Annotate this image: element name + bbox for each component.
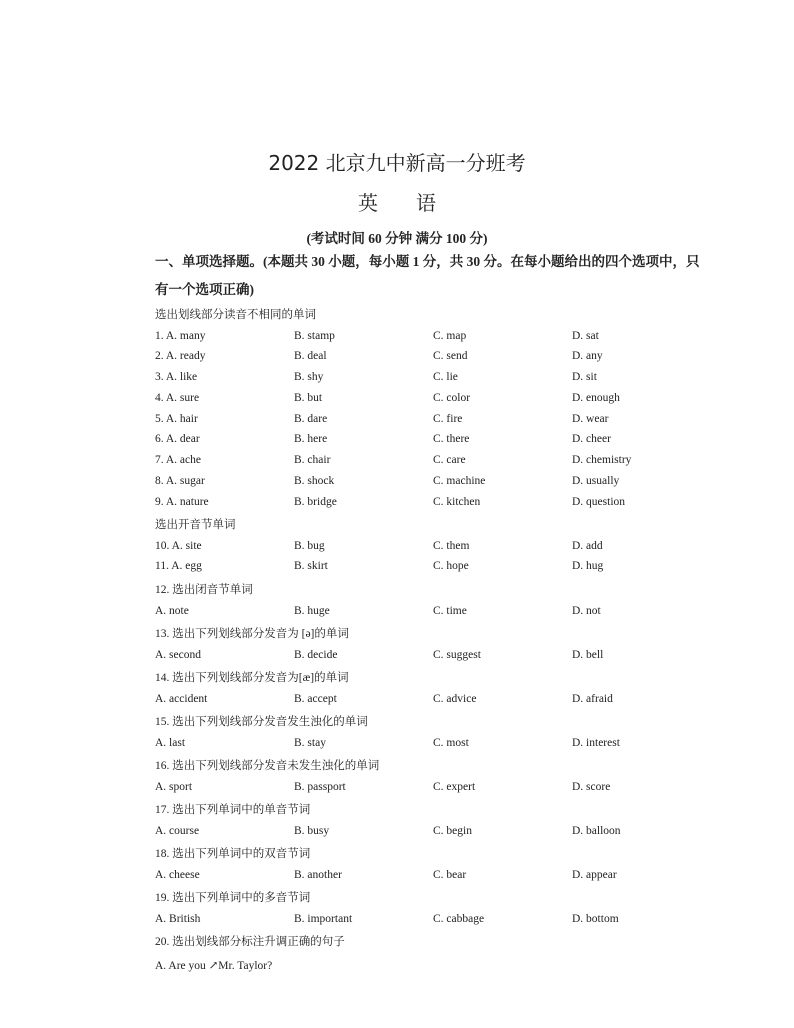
option-d: D. balloon xyxy=(572,825,621,837)
option-c: C. map xyxy=(433,330,467,342)
question-row xyxy=(155,371,715,391)
option-c: C. most xyxy=(433,737,469,749)
option-d: D. enough xyxy=(572,392,620,404)
option-a: 11. A. egg xyxy=(155,560,202,572)
option-c: C. send xyxy=(433,350,468,362)
question-20-option-a: A. Are you ↗Mr. Taylor? xyxy=(155,960,273,972)
question-row xyxy=(155,649,715,669)
exam-info: (考试时间 60 分钟 满分 100 分) xyxy=(306,231,488,246)
option-d: D. bell xyxy=(572,649,604,661)
question-12-stem: 12. 选出闭音节单词 xyxy=(155,584,253,596)
question-13-stem: 13. 选出下列划线部分发音为 [ə]的单词 xyxy=(155,628,349,640)
option-a: 2. A. ready xyxy=(155,350,206,362)
option-a: A. British xyxy=(155,913,201,925)
option-b: B. huge xyxy=(294,605,330,617)
section-heading-line1: 一、单项选择题。(本题共 30 小题，每小题 1 分，共 30 分。在每小题给出的四个选项中，只 xyxy=(155,254,700,269)
option-d: D. add xyxy=(572,540,603,552)
option-b: B. another xyxy=(294,869,342,881)
option-d: D. not xyxy=(572,605,601,617)
option-a: 8. A. sugar xyxy=(155,475,205,487)
option-a: A. cheese xyxy=(155,869,200,881)
option-a: A. second xyxy=(155,649,201,661)
option-b: B. accept xyxy=(294,693,337,705)
option-c: C. kitchen xyxy=(433,496,481,508)
option-a: 5. A. hair xyxy=(155,413,198,425)
option-b: B. shy xyxy=(294,371,324,383)
question-row xyxy=(155,475,715,495)
question-row xyxy=(155,825,715,845)
option-c: C. care xyxy=(433,454,466,466)
option-c: C. advice xyxy=(433,693,477,705)
option-c: C. there xyxy=(433,433,470,445)
option-c: C. cabbage xyxy=(433,913,485,925)
option-a: 6. A. dear xyxy=(155,433,200,445)
option-d: D. question xyxy=(572,496,626,508)
question-row xyxy=(155,781,715,801)
option-a: A. accident xyxy=(155,693,208,705)
option-b: B. deal xyxy=(294,350,327,362)
option-d: D. bottom xyxy=(572,913,619,925)
question-18-stem: 18. 选出下列单词中的双音节词 xyxy=(155,848,311,860)
question-row xyxy=(155,330,715,350)
option-a: 7. A. ache xyxy=(155,454,201,466)
question-row xyxy=(155,869,715,889)
option-d: D. any xyxy=(572,350,603,362)
question-row xyxy=(155,737,715,757)
option-b: B. chair xyxy=(294,454,331,466)
section-heading-line2: 有一个选项正确) xyxy=(155,282,254,297)
option-c: C. expert xyxy=(433,781,476,793)
option-a: 10. A. site xyxy=(155,540,202,552)
option-c: C. hope xyxy=(433,560,469,572)
question-row xyxy=(155,454,715,474)
option-d: D. interest xyxy=(572,737,620,749)
option-b: B. skirt xyxy=(294,560,328,572)
option-d: D. chemistry xyxy=(572,454,632,466)
option-c: C. fire xyxy=(433,413,463,425)
exam-title: 2022 北京九中新高一分班考 xyxy=(268,151,526,175)
question-17-stem: 17. 选出下列单词中的单音节词 xyxy=(155,804,311,816)
question-row xyxy=(155,392,715,412)
question-row xyxy=(155,433,715,453)
option-b: B. dare xyxy=(294,413,328,425)
exam-subject: 英语 xyxy=(358,191,474,215)
question-16-stem: 16. 选出下列划线部分发音未发生浊化的单词 xyxy=(155,760,380,772)
option-b: B. here xyxy=(294,433,328,445)
instruction-pronunciation: 选出划线部分读音不相同的单词 xyxy=(155,309,316,321)
question-row xyxy=(155,693,715,713)
question-row xyxy=(155,350,715,370)
option-a: 3. A. like xyxy=(155,371,198,383)
option-a: 4. A. sure xyxy=(155,392,200,404)
option-b: B. decide xyxy=(294,649,338,661)
question-row xyxy=(155,540,715,560)
option-c: C. suggest xyxy=(433,649,481,661)
option-d: D. sat xyxy=(572,330,599,342)
option-c: C. them xyxy=(433,540,470,552)
option-d: D. afraid xyxy=(572,693,613,705)
option-b: B. bridge xyxy=(294,496,337,508)
option-d: D. sit xyxy=(572,371,597,383)
option-a: A. course xyxy=(155,825,200,837)
option-c: C. time xyxy=(433,605,467,617)
option-d: D. appear xyxy=(572,869,617,881)
option-d: D. cheer xyxy=(572,433,611,445)
question-row xyxy=(155,496,715,516)
question-row xyxy=(155,605,715,625)
option-b: B. but xyxy=(294,392,323,404)
option-d: D. hug xyxy=(572,560,604,572)
option-a: A. note xyxy=(155,605,189,617)
option-a: 9. A. nature xyxy=(155,496,209,508)
option-c: C. bear xyxy=(433,869,467,881)
option-d: D. score xyxy=(572,781,611,793)
option-b: B. stay xyxy=(294,737,326,749)
option-b: B. busy xyxy=(294,825,330,837)
question-15-stem: 15. 选出下列划线部分发音发生浊化的单词 xyxy=(155,716,368,728)
option-b: B. bug xyxy=(294,540,325,552)
option-b: B. stamp xyxy=(294,330,335,342)
option-d: D. wear xyxy=(572,413,609,425)
option-b: B. passport xyxy=(294,781,346,793)
option-c: C. begin xyxy=(433,825,472,837)
question-20-stem: 20. 选出划线部分标注升调正确的句子 xyxy=(155,936,345,948)
question-19-stem: 19. 选出下列单词中的多音节词 xyxy=(155,892,311,904)
question-row xyxy=(155,413,715,433)
option-b: B. shock xyxy=(294,475,335,487)
question-14-stem: 14. 选出下列划线部分发音为[æ]的单词 xyxy=(155,672,349,684)
option-c: C. color xyxy=(433,392,471,404)
option-c: C. lie xyxy=(433,371,458,383)
option-b: B. important xyxy=(294,913,353,925)
option-a: A. last xyxy=(155,737,186,749)
option-c: C. machine xyxy=(433,475,486,487)
question-row xyxy=(155,913,715,933)
option-d: D. usually xyxy=(572,475,620,487)
option-a: 1. A. many xyxy=(155,330,206,342)
option-a: A. sport xyxy=(155,781,193,793)
instruction-open-syllable: 选出开音节单词 xyxy=(155,519,236,531)
question-row xyxy=(155,560,715,580)
